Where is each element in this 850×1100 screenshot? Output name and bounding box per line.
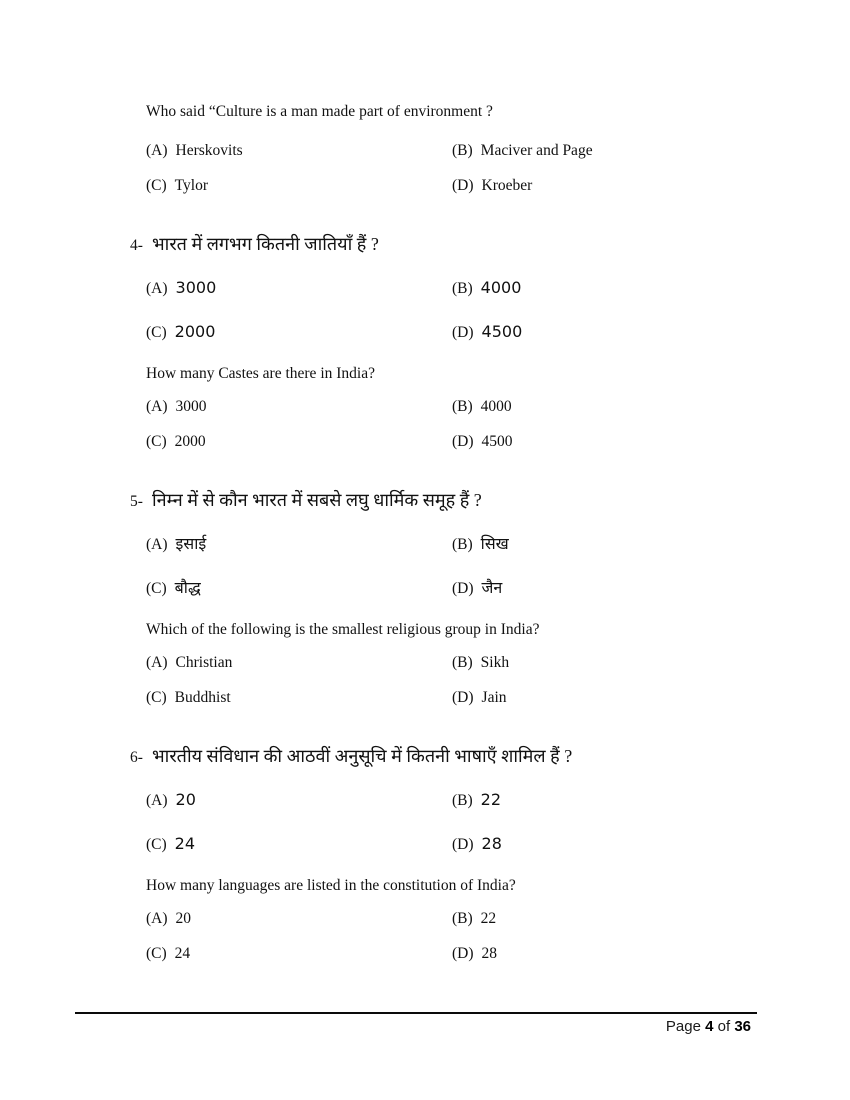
option-row [146, 944, 790, 964]
option-value: 4000 [480, 398, 512, 415]
option-b [452, 277, 521, 300]
question-hindi-line [130, 743, 790, 771]
option-label: (B) [452, 142, 473, 159]
option-value: Tylor [174, 177, 209, 194]
options-hindi [146, 277, 790, 344]
footer-page-indicator [75, 1017, 757, 1036]
option-value: 22 [480, 790, 502, 809]
option-c [146, 833, 452, 856]
question-4-block [130, 231, 790, 452]
option-a [146, 909, 452, 929]
option-value: 3000 [175, 398, 207, 415]
option-b [452, 141, 593, 161]
option-b [452, 909, 496, 929]
option-a [146, 141, 452, 161]
question-number: 6- [130, 749, 143, 766]
options-english [146, 653, 790, 708]
options-english [146, 397, 790, 452]
question-5-block [130, 487, 790, 708]
option-row [146, 397, 790, 417]
option-label: (C) [146, 580, 167, 597]
question-hindi-line [130, 231, 790, 259]
option-row [146, 321, 790, 344]
option-c [146, 321, 452, 344]
options-english [146, 909, 790, 964]
question-number: 5- [130, 493, 143, 510]
option-label: (A) [146, 910, 168, 927]
option-value: Kroeber [481, 177, 533, 194]
option-value: 28 [481, 945, 498, 962]
option-value: Christian [175, 654, 233, 671]
option-value: 24 [174, 945, 191, 962]
footer-page-label: Page [665, 1018, 701, 1035]
option-b [452, 789, 501, 812]
option-value: Sikh [480, 654, 510, 671]
option-label: (A) [146, 654, 168, 671]
option-c [146, 944, 452, 964]
option-label: (A) [146, 536, 168, 553]
option-value: 20 [175, 790, 196, 809]
option-d [452, 688, 507, 708]
option-label: (A) [146, 792, 168, 809]
option-row [146, 909, 790, 929]
question-paper-content [130, 0, 790, 964]
option-label: (A) [146, 280, 168, 297]
option-label: (D) [452, 433, 474, 450]
option-d [452, 432, 513, 452]
question-3-english-block [130, 102, 790, 196]
option-d [452, 577, 502, 600]
option-row [146, 277, 790, 300]
option-row [146, 176, 790, 196]
option-b [452, 533, 509, 556]
options-hindi [146, 789, 790, 856]
option-label: (A) [146, 142, 168, 159]
option-c [146, 577, 452, 600]
option-label: (B) [452, 280, 473, 297]
question-text-english: How many Castes are there in India? [146, 365, 375, 382]
option-label: (A) [146, 398, 168, 415]
option-value: 2000 [174, 433, 206, 450]
option-value: 4500 [481, 433, 513, 450]
option-value: Jain [481, 689, 507, 706]
option-row [146, 789, 790, 812]
option-label: (B) [452, 910, 473, 927]
option-label: (C) [146, 324, 167, 341]
option-label: (B) [452, 654, 473, 671]
option-c [146, 432, 452, 452]
option-value: 22 [480, 910, 497, 927]
option-d [452, 944, 497, 964]
option-row [146, 141, 790, 161]
option-value: 28 [481, 834, 502, 853]
option-value: जैन [481, 578, 503, 597]
option-label: (D) [452, 177, 474, 194]
option-label: (C) [146, 433, 167, 450]
option-label: (B) [452, 398, 473, 415]
option-label: (B) [452, 536, 473, 553]
option-value: इसाई [175, 534, 207, 553]
option-row [146, 833, 790, 856]
option-value: Buddhist [174, 689, 231, 706]
option-row [146, 577, 790, 600]
option-d [452, 833, 502, 856]
option-label: (C) [146, 836, 167, 853]
question-text-english: How many languages are listed in the constitution of India? [146, 877, 516, 894]
footer-rule [75, 1012, 757, 1014]
question-hindi-line [130, 487, 790, 515]
option-label: (D) [452, 580, 474, 597]
option-a [146, 653, 452, 673]
question-text-hindi: निम्न में से कौन भारत में सबसे लघु धार्मिक समूह हैं ? [152, 490, 482, 510]
option-label: (D) [452, 836, 474, 853]
footer-page-number: 4 [705, 1018, 714, 1035]
option-row [146, 653, 790, 673]
option-value: 4000 [480, 278, 522, 297]
option-value: Herskovits [175, 142, 243, 159]
option-value: बौद्ध [174, 578, 201, 597]
option-d [452, 321, 522, 344]
option-a [146, 397, 452, 417]
option-row [146, 688, 790, 708]
option-c [146, 688, 452, 708]
options-english [146, 141, 790, 196]
question-number: 4- [130, 237, 143, 254]
option-value: 2000 [174, 322, 216, 341]
option-label: (C) [146, 945, 167, 962]
option-value: Maciver and Page [480, 142, 593, 159]
option-a [146, 789, 452, 812]
question-text-hindi: भारत में लगभग कितनी जातियाँ हैं ? [152, 234, 379, 254]
option-value: 4500 [481, 322, 523, 341]
option-value: 20 [175, 910, 192, 927]
option-label: (D) [452, 689, 474, 706]
question-text-english: Which of the following is the smallest religious group in India? [146, 621, 540, 638]
option-label: (C) [146, 177, 167, 194]
question-text-english: Who said “Culture is a man made part of environment ? [146, 103, 493, 120]
option-row [146, 432, 790, 452]
option-row [146, 533, 790, 556]
option-b [452, 397, 512, 417]
option-label: (D) [452, 324, 474, 341]
question-6-block [130, 743, 790, 964]
option-value: सिख [480, 534, 509, 553]
option-label: (D) [452, 945, 474, 962]
option-b [452, 653, 509, 673]
option-a [146, 277, 452, 300]
footer-of-label: of [717, 1018, 731, 1035]
option-value: 24 [174, 834, 196, 853]
option-label: (B) [452, 792, 473, 809]
question-text-hindi: भारतीय संविधान की आठवीं अनुसूचि में कितनी भाषाएँ शामिल हैं ? [152, 746, 573, 766]
option-d [452, 176, 532, 196]
option-c [146, 176, 452, 196]
footer-total-pages: 36 [734, 1018, 751, 1035]
options-hindi [146, 533, 790, 600]
option-a [146, 533, 452, 556]
option-value: 3000 [175, 278, 217, 297]
option-label: (C) [146, 689, 167, 706]
